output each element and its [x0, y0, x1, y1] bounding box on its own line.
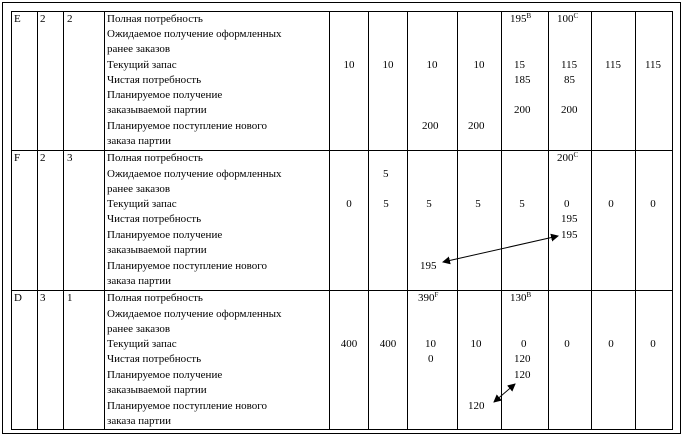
- stock-p4: 10: [470, 338, 482, 350]
- label-release-a: Планируемое поступление нового: [107, 120, 268, 132]
- label-stock: Текущий запас: [107, 198, 177, 210]
- label-receipt-a: Планируемое получение: [107, 369, 223, 381]
- col3-value: 1: [67, 292, 73, 304]
- col2-value: 3: [40, 292, 46, 304]
- label-release-a: Планируемое поступление нового: [107, 400, 268, 412]
- label-release-b: заказа партии: [107, 415, 171, 427]
- release-p4: 120: [468, 400, 485, 412]
- col3-value: 3: [67, 152, 73, 164]
- label-stock: Текущий запас: [107, 338, 177, 350]
- gross-p5: $130^B$: [510, 291, 532, 304]
- col2-value: 2: [40, 13, 46, 25]
- label-gross: Полная потребность: [107, 152, 203, 164]
- label-gross: Полная потребность: [107, 13, 203, 25]
- receipt-p5: 200: [514, 104, 531, 116]
- label-sched-a: Ожидаемое получение оформленных: [107, 308, 282, 320]
- release-p3: 195: [420, 260, 437, 272]
- item-code: E: [14, 13, 21, 25]
- stock-p7: 0: [608, 338, 614, 350]
- stock-p4: 5: [475, 198, 481, 210]
- label-release-b: заказа партии: [107, 135, 171, 147]
- net-p5: 120: [514, 353, 531, 365]
- stock-p4: 10: [473, 59, 485, 71]
- stock-p3: 10: [425, 338, 436, 350]
- release-p3: 200: [422, 120, 439, 132]
- label-net: Чистая потребность: [107, 353, 202, 365]
- stock-p3: 10: [426, 59, 438, 71]
- label-release-b: заказа партии: [107, 275, 171, 287]
- stock-p1: 10: [343, 59, 355, 71]
- col2-value: 2: [40, 152, 46, 164]
- net-p6: 85: [564, 74, 575, 86]
- label-net: Чистая потребность: [107, 213, 202, 225]
- stock-p5: 0: [521, 338, 527, 350]
- stock-p8: 115: [644, 59, 662, 71]
- gross-p3: $390^F$: [418, 291, 439, 304]
- label-receipt-b: заказываемой партии: [107, 384, 207, 396]
- stock-p2: 10: [382, 59, 394, 71]
- label-stock: Текущий запас: [107, 59, 177, 71]
- label-release-a: Планируемое поступление нового: [107, 260, 268, 272]
- stock-p1: 0: [346, 198, 352, 210]
- stock-p6: 115: [561, 59, 578, 71]
- receipt-p6: 200: [561, 104, 578, 116]
- arrow-f-offset: [443, 236, 558, 262]
- stock-p2: 5: [383, 198, 389, 210]
- label-receipt-a: Планируемое получение: [107, 89, 223, 101]
- label-receipt-b: заказываемой партии: [107, 244, 207, 256]
- label-sched-a: Ожидаемое получение оформленных: [107, 168, 282, 180]
- label-sched-b: ранее заказов: [107, 323, 171, 335]
- gross-p6: $200^C$: [557, 151, 579, 164]
- col3-value: 2: [67, 13, 73, 25]
- stock-p5: 5: [519, 198, 525, 210]
- label-sched-b: ранее заказов: [107, 43, 171, 55]
- receipt-p6: 195: [561, 229, 578, 241]
- stock-p6: 0: [564, 338, 570, 350]
- label-receipt-a: Планируемое получение: [107, 229, 223, 241]
- stock-p7: 0: [608, 198, 614, 210]
- label-sched-a: Ожидаемое получение оформленных: [107, 28, 282, 40]
- label-receipt-b: заказываемой партии: [107, 104, 207, 116]
- item-code: F: [14, 152, 21, 164]
- stock-p5: 15: [514, 59, 525, 71]
- stock-p2: 400: [379, 338, 397, 350]
- stock-p7: 115: [604, 59, 622, 71]
- net-p5: 185: [514, 74, 531, 86]
- gross-p5: $195^B$: [510, 12, 532, 25]
- net-p6: 195: [561, 213, 578, 225]
- stock-p8: 0: [650, 198, 656, 210]
- release-p4: 200: [468, 120, 485, 132]
- label-net: Чистая потребность: [107, 74, 202, 86]
- stock-p3: 5: [426, 198, 432, 210]
- item-code: D: [14, 292, 22, 304]
- net-p3: 0: [428, 353, 434, 365]
- label-sched-b: ранее заказов: [107, 183, 171, 195]
- receipt-p5: 120: [514, 369, 531, 381]
- sched-p2: 5: [383, 168, 389, 180]
- stock-p1: 400: [340, 338, 358, 350]
- label-gross: Полная потребность: [107, 292, 203, 304]
- gross-p6: $100^C$: [557, 12, 579, 25]
- stock-p6: 0: [564, 198, 570, 210]
- stock-p8: 0: [650, 338, 656, 350]
- arrow-d-offset: [494, 384, 515, 402]
